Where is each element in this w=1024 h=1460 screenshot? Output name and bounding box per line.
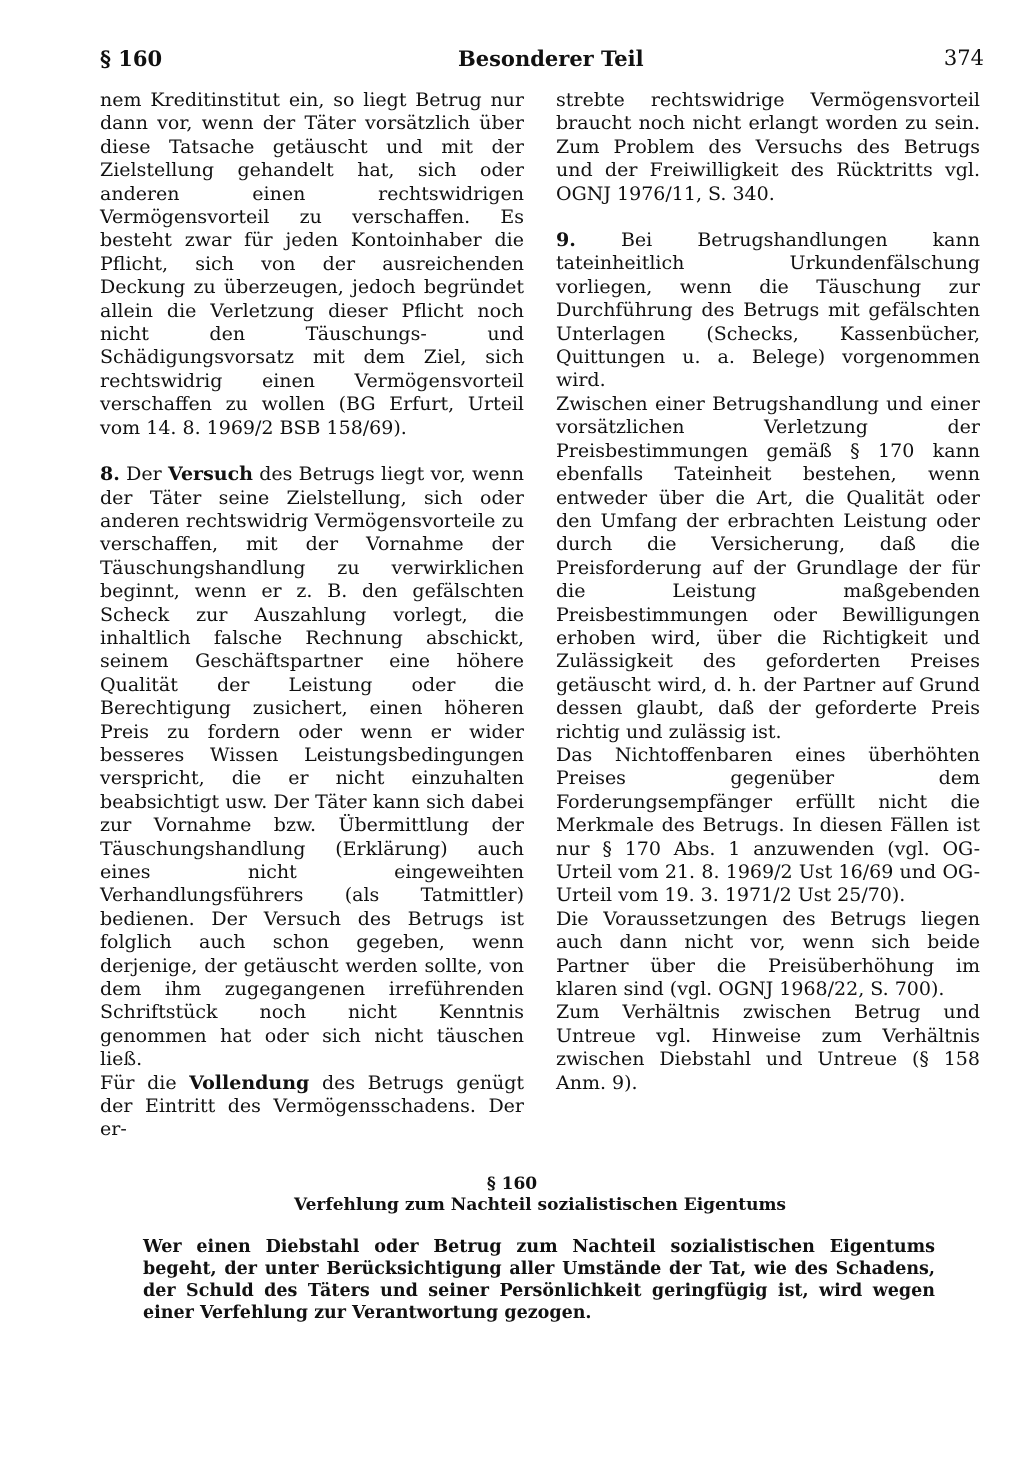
paragraph-vollendung bbox=[100, 1072, 524, 1142]
page-header bbox=[100, 46, 984, 76]
paragraph: Das Nichtoffenbaren eines überhöhten Preises gegenüber dem Forderungsempfänger erfüllt nicht die Merkmale des Betrugs. In diesen Fällen ist nur § 170 Abs. 1 anzuwenden (vgl. OG-Urteil vom 21. 8. 1969/2 Ust 16/69 und OG-Urteil vom 19. 3. 1971/2 Ust 25/70). bbox=[556, 743, 980, 907]
keyword-versuch: Versuch bbox=[167, 463, 253, 486]
paragraph: strebte rechtswidrige Vermögensvorteil braucht noch nicht erlangt worden zu sein. Zum Problem des Versuchs des Betrugs und der Freiwilligkeit des Rücktritts vgl. OGNJ 1976/11, S. 340. bbox=[556, 89, 980, 205]
header-section: § 160 bbox=[100, 46, 163, 71]
text-run: des Betrugs liegt vor, wenn der Täter seine Zielstellung, sich oder anderen rechtswidrig Vermögensvorteile zu verschaffen, mit der Vornahme der Täuschungshandlung zu verwirklichen beginnt, wenn er z. B. den gefälschten Scheck zur Auszahlung vorlegt, die inhaltlich falsche Rechnung abschickt, seinem Geschäftspartner eine höhere Qualität der Leistung oder die Berechtigung zusichert, einen höheren Preis zu fordern oder wenn er wider besseres Wissen Leistungsbedingungen verspricht, die er nicht einzuhalten beabsichtigt usw. Der Täter kann sich dabei zur Vornahme bzw. Übermittlung der Täuschungshandlung (Erklärung) auch eines nicht eingeweihten Verhandlungsführers (als Tatmittler) bedienen. Der Versuch des Betrugs ist folglich auch schon gegeben, wenn derjenige, der getäuscht werden sollte, von dem ihm zugegangenen irreführenden Schriftstück noch nicht Kenntnis genommen hat oder sich nicht täuschen ließ. bbox=[100, 463, 524, 1071]
paragraph-number: 8. bbox=[100, 463, 120, 486]
paragraph: Zwischen einer Betrugshandlung und einer vorsätzlichen Verletzung der Preisbestimmungen gemäß § 170 kann ebenfalls Tateinheit bestehen, wenn entweder über die Art, die Qualität oder den Umfang der erbrachten Leistung oder durch die Versicherung, daß die Preisforderung auf der Grundlage der für die Leistung maßgebenden Preisbestimmungen oder Bewilligungen erhoben wird, über die Richtigkeit und Zulässigkeit des geforderten Preises getäuscht wird, d. h. der Partner auf Grund dessen glaubt, daß der geforderte Preis richtig und zulässig ist. bbox=[556, 392, 980, 743]
section-title: Verfehlung zum Nachteil sozialistischen Eigentums bbox=[293, 1195, 787, 1215]
paragraph-9 bbox=[556, 229, 980, 393]
text-run: Der bbox=[126, 463, 162, 486]
paragraph-8 bbox=[100, 463, 524, 1072]
header-title: Besonderer Teil bbox=[458, 46, 644, 71]
text-run: Für die bbox=[100, 1071, 177, 1094]
text-run: Bei Betrugshandlungen kann tateinheitlich Urkundenfälschung vorliegen, wenn die Täuschung zur Durchführung des Betrugs mit gefälschten Unterlagen (Schecks, Kassenbücher, Quittungen u. a. Belege) vorgenommen wird. bbox=[556, 229, 980, 392]
paragraph-number: 9. bbox=[556, 229, 576, 252]
right-column bbox=[556, 89, 980, 1095]
left-column bbox=[100, 89, 524, 1142]
paragraph: nem Kreditinstitut ein, so liegt Betrug nur dann vor, wenn der Täter vorsätzlich über diese Tatsache getäuscht und mit der Zielstellung gehandelt hat, sich oder anderen einen rechtswidrigen Vermögensvorteil zu verschaffen. Es besteht zwar für jeden Kontoinhaber die Pflicht, sich von der ausreichenden Deckung zu überzeugen, jedoch begründet allein die Verletzung dieser Pflicht noch nicht den Täuschungs- und Schädigungsvorsatz mit dem Ziel, sich rechtswidrig einen Vermögensvorteil verschaffen zu wollen (BG Erfurt, Urteil vom 14. 8. 1969/2 BSB 158/69). bbox=[100, 89, 524, 439]
paragraph: Zum Verhältnis zwischen Betrug und Untreue vgl. Hinweise zum Verhältnis zwischen Diebstahl und Untreue (§ 158 Anm. 9). bbox=[556, 1001, 980, 1094]
keyword-vollendung: Vollendung bbox=[189, 1071, 310, 1094]
section-number: § 160 bbox=[486, 1174, 538, 1194]
page-number: 374 bbox=[943, 46, 984, 70]
law-text: Wer einen Diebstahl oder Betrug zum Nachteil sozialistischen Eigentums begeht, der unter Berücksichtigung aller Umstände der Tat, wie des Schadens, der Schuld des Täters und seiner Persönlichkeit geringfügig ist, wird wegen einer Verfehlung zur Verantwortung gezogen. bbox=[143, 1237, 935, 1323]
text-run: des Betrugs genügt der Eintritt des Vermögensschadens. Der er- bbox=[100, 1071, 524, 1141]
paragraph: Die Voraussetzungen des Betrugs liegen auch dann nicht vor, wenn sich beide Partner über die Preisüberhöhung im klaren sind (vgl. OGNJ 1968/22, S. 700). bbox=[556, 907, 980, 1001]
